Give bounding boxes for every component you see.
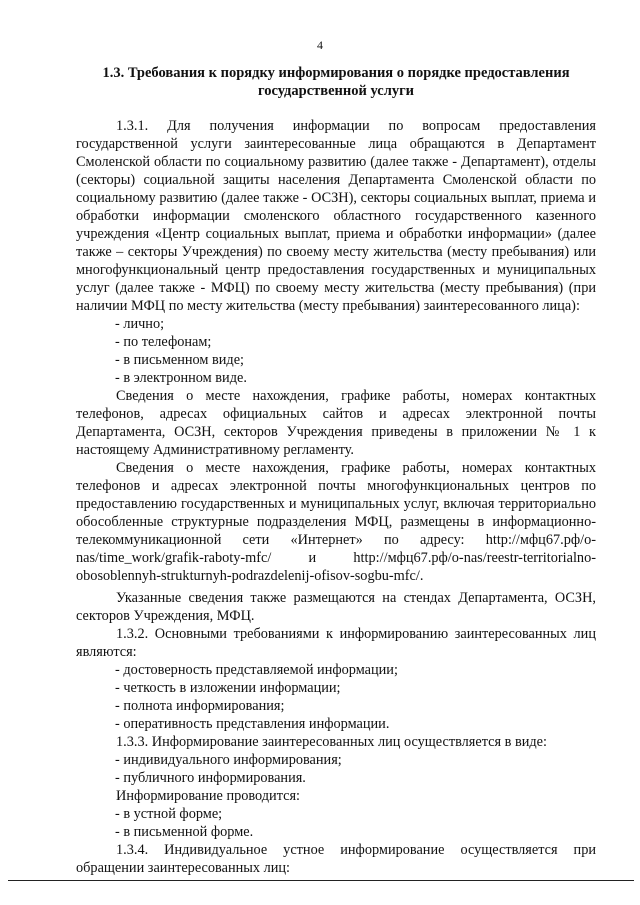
paragraph-1-3-2: 1.3.2. Основными требованиями к информированию заинтересованных лиц являются:	[76, 626, 596, 660]
list-item-contact-written: - в письменном виде;	[115, 352, 245, 368]
section-title-line-2: государственной услуги	[257, 83, 415, 99]
list-item-contact-in-person: - лично;	[115, 316, 165, 332]
section-title	[76, 64, 596, 100]
footer-divider	[8, 880, 634, 881]
list-item-individual-informing: - индивидуального информирования;	[115, 752, 342, 768]
list-item-public-informing: - публичного информирования.	[115, 770, 306, 786]
list-item-written-form: - в письменной форме.	[115, 824, 254, 840]
list-item-requirement-reliability: - достоверность представляемой информации;	[115, 662, 398, 678]
paragraph-contacts-mfc: Сведения о месте нахождения, графике работы, номерах контактных телефонов и адресах электронной почты многофункциональных центров по предоставлению государственных и муниципальных услуг, включая территориально обособленные структурные подразделения МФЦ, размещены в информационно-телекоммуникационной сети «Интернет» по адресу: http://мфц67.рф/o-nas/time_work/grafik-raboty-mfc/ и http://мфц67.рф/o-nas/reestr-territorialno-obosoblennyh-strukturnyh-podrazdelenij-ofisov-sogbu-mfc/.	[76, 460, 596, 584]
list-item-requirement-completeness: - полнота информирования;	[115, 698, 285, 714]
section-title-line-1: 1.3. Требования к порядку информирования о порядке предоставления	[102, 65, 570, 81]
paragraph-1-3-3: 1.3.3. Информирование заинтересованных лиц осуществляется в виде:	[116, 734, 547, 750]
list-item-contact-electronic: - в электронном виде.	[115, 370, 247, 386]
paragraph-stands: Указанные сведения также размещаются на стендах Департамента, ОСЗН, секторов Учреждения, МФЦ.	[76, 590, 596, 624]
list-item-requirement-clarity: - четкость в изложении информации;	[115, 680, 341, 696]
document-body	[76, 117, 596, 877]
list-item-contact-phone: - по телефонам;	[115, 334, 212, 350]
paragraph-informing-conducted: Информирование проводится:	[116, 788, 301, 804]
paragraph-1-3-4: 1.3.4. Индивидуальное устное информирование осуществляется при обращении заинтересованных лиц:	[76, 842, 596, 876]
list-item-requirement-promptness: - оперативность представления информации.	[115, 716, 390, 732]
page-number: 4	[317, 38, 323, 52]
paragraph-contacts-department: Сведения о месте нахождения, графике работы, номерах контактных телефонов, адресах официальных сайтов и адресах электронной почты Департамента, ОСЗН, секторов Учреждения приведены в приложении № 1 к настоящему Административному регламенту.	[76, 388, 596, 458]
list-item-oral-form: - в устной форме;	[115, 806, 223, 822]
paragraph-1-3-1: 1.3.1. Для получения информации по вопросам предоставления государственной услуги заинтересованные лица обращаются в Департамент Смоленской области по социальному развитию (далее также - Департамент), отделы (секторы) социальной защиты населения Департамента Смоленской области по социальному развитию (далее также - ОСЗН), секторы социальных выплат, приема и обработки информации смоленского областного государственного казенного учреждения «Центр социальных выплат, приема и обработки информации» (далее также – секторы Учреждения) по своему месту жительства (месту пребывания) или многофункциональный центр предоставления государственных и муниципальных услуг (далее также - МФЦ) по своему месту жительства (месту пребывания) (при наличии МФЦ по месту жительства (месту пребывания) заинтересованного лица):	[76, 118, 596, 314]
